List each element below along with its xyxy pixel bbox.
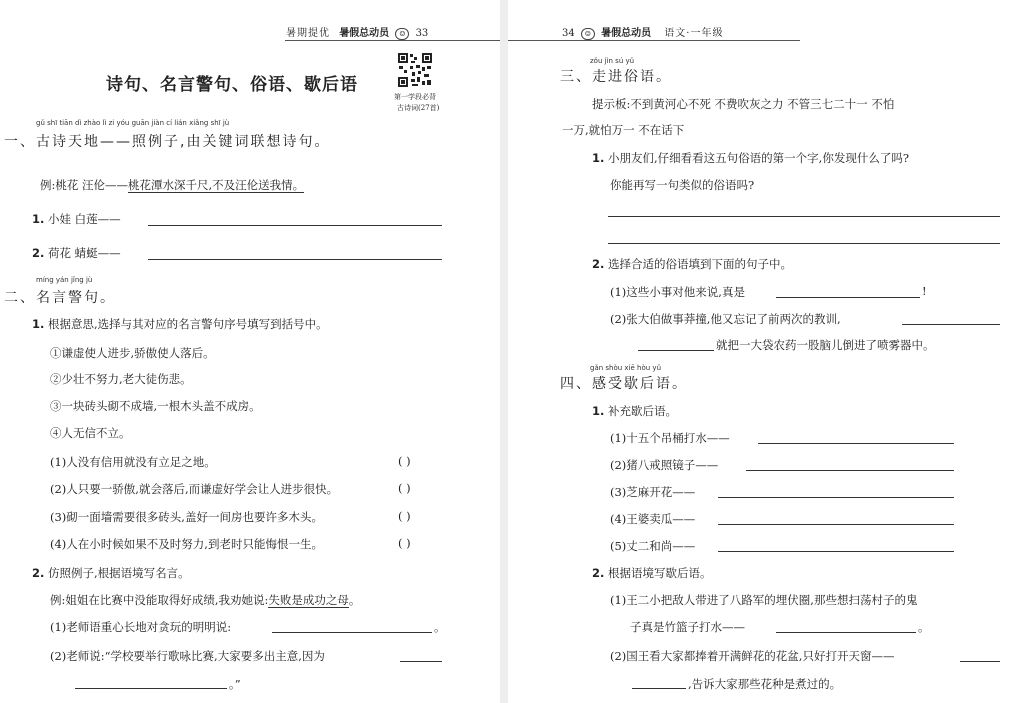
q2-sub2: (2)老师说:“学校要举行歌咏比赛,大家要多出主意,因为 (50, 649, 325, 663)
answer-bracket[interactable]: ( ) (398, 509, 411, 523)
section1-pinyin: gǔ shī tiān dì zhào lì zi yóu guān jiàn cí lián xiǎng shī jù (36, 119, 230, 127)
right-header (562, 24, 723, 40)
hint-line-2: 一万,就怕万一 不在话下 (562, 123, 685, 137)
question-text: 小朋友们,仔细看看这五句俗语的第一个字,你发现什么了吗? (608, 151, 910, 165)
section2-heading: 二、名言警句。 (4, 290, 116, 306)
item-text: 小娃 白莲—— (48, 212, 121, 226)
item-number: 1. (32, 212, 45, 226)
question-number: 2. (592, 566, 605, 580)
answer-line[interactable] (632, 688, 686, 689)
question-number: 1. (32, 317, 45, 331)
section4-heading: 四、感受歇后语。 (560, 376, 688, 392)
s3-q1-line2: 你能再写一句类似的俗语吗? (610, 178, 755, 192)
statement-1: (1)人没有信用就没有立足之地。 (50, 455, 216, 469)
s3-q2-sub2: (2)张大伯做事莽撞,他又忘记了前两次的教训, (610, 312, 841, 326)
answer-line[interactable] (75, 688, 227, 689)
section4-pinyin: gǎn shòu xiē hòu yǔ (590, 364, 662, 372)
page-title: 诗句、名言警句、俗语、歇后语 (106, 75, 358, 95)
question-text: 仿照例子,根据语境写名言。 (48, 566, 190, 580)
xiehouyu-item-5: (5)丈二和尚—— (610, 539, 696, 553)
s4-q2-sub2-line1: (2)国王看大家都捧着开满鲜花的花盆,只好打开天窗—— (610, 649, 895, 663)
answer-line[interactable] (272, 632, 432, 633)
page-gutter (500, 0, 508, 703)
answer-line[interactable] (608, 216, 1000, 217)
s3-q2-sub2-cont: 就把一大袋农药一股脑儿倒进了喷雾器中。 (716, 338, 935, 352)
section1-example (40, 177, 304, 193)
s4-q2-sub1-end: 。 (918, 620, 930, 634)
statement-4: (4)人在小时候如果不及时努力,到老时只能悔恨一生。 (50, 537, 323, 551)
answer-bracket[interactable]: ( ) (398, 536, 411, 550)
left-header (286, 24, 428, 40)
s4-q2 (592, 565, 712, 581)
s3-q2 (592, 256, 792, 272)
q2-sub2-end: 。” (229, 677, 241, 691)
section1-item-1 (32, 211, 121, 227)
q2-instruction (32, 565, 190, 581)
question-number: 1. (592, 151, 605, 165)
s4-q2-sub1-line1: (1)王二小把敌人带进了八路军的埋伏圈,那些想扫荡村子的鬼 (610, 593, 918, 607)
q2-sub1: (1)老师语重心长地对贪玩的明明说: (50, 620, 232, 634)
xiehouyu-item-3: (3)芝麻开花—— (610, 485, 696, 499)
answer-line[interactable] (148, 259, 442, 260)
question-text: 根据意思,选择与其对应的名言警句序号填写到括号中。 (48, 317, 328, 331)
section3-heading: 三、走进俗语。 (560, 69, 672, 85)
example-answer: 桃花潭水深千尺,不及汪伦送我情。 (128, 178, 305, 192)
hint-line-1: 提示板:不到黄河心不死 不费吹灰之力 不管三七二十一 不怕 (592, 97, 895, 111)
qr-code-icon[interactable] (397, 52, 433, 88)
statement-3: (3)砌一面墙需要很多砖头,盖好一间房也要许多木头。 (50, 510, 323, 524)
answer-line[interactable] (902, 324, 1000, 325)
question-text: 根据语境写歇后语。 (608, 566, 712, 580)
header-rule (285, 40, 500, 41)
answer-bracket[interactable]: ( ) (398, 454, 411, 468)
mascot-icon: ☺ (395, 28, 409, 40)
section1-heading: 一、古诗天地——照例子,由关键词联想诗句。 (4, 134, 331, 150)
question-number: 2. (592, 257, 605, 271)
q2-sub1-end: 。 (434, 620, 446, 634)
q1-instruction (32, 316, 328, 332)
option-2: ②少壮不努力,老大徒伤悲。 (50, 372, 192, 386)
statement-2: (2)人只要一骄傲,就会落后,而谦虚好学会让人进步很快。 (50, 482, 339, 496)
option-4: ④人无信不立。 (50, 426, 131, 440)
example-prefix: 例:姐姐在比赛中没能取得好成绩,我劝她说: (50, 593, 269, 607)
example-answer: 失败是成功之母 (268, 593, 349, 607)
xiehouyu-item-2: (2)猪八戒照镜子—— (610, 458, 719, 472)
answer-bracket[interactable]: ( ) (398, 481, 411, 495)
answer-line[interactable] (718, 497, 954, 498)
question-number: 1. (592, 404, 605, 418)
section3-pinyin: zǒu jìn sú yǔ (590, 57, 635, 65)
right-page (508, 0, 1024, 703)
left-page (0, 0, 500, 703)
item-text: 荷花 蜻蜓—— (48, 246, 121, 260)
answer-line[interactable] (400, 661, 442, 662)
qr-caption-1: 第一学段必背 (394, 93, 436, 101)
answer-line[interactable] (718, 551, 954, 552)
s4-q1 (592, 403, 677, 419)
header-book: 暑假总动员 (601, 28, 652, 39)
s4-q2-sub2-end: ,告诉大家那些花种是煮过的。 (688, 677, 842, 691)
answer-line[interactable] (746, 470, 954, 471)
question-text: 补充歇后语。 (608, 404, 678, 418)
question-number: 2. (32, 566, 45, 580)
answer-line[interactable] (776, 297, 920, 298)
answer-line[interactable] (758, 443, 954, 444)
xiehouyu-item-1: (1)十五个吊桶打水—— (610, 431, 730, 445)
header-rule (508, 40, 800, 41)
section1-item-2 (32, 245, 121, 261)
section2-pinyin: míng yán jǐng jù (36, 276, 93, 284)
s3-q1-line1 (592, 150, 909, 166)
header-series: 暑期提优 (286, 28, 330, 39)
qr-caption-2: 古诗词(27首) (397, 104, 440, 112)
s4-q2-sub1-line2: 子真是竹篮子打水—— (630, 620, 745, 634)
answer-line[interactable] (960, 661, 1000, 662)
s3-q2-sub1: (1)这些小事对他来说,真是 (610, 285, 745, 299)
q2-example (50, 592, 360, 608)
answer-line[interactable] (148, 225, 442, 226)
answer-line[interactable] (608, 243, 1000, 244)
example-prefix: 例:桃花 汪伦—— (40, 178, 129, 192)
example-end: 。 (348, 593, 361, 607)
xiehouyu-item-4: (4)王婆卖瓜—— (610, 512, 696, 526)
mascot-icon: ☺ (581, 28, 595, 40)
option-1: ①谦虚使人进步,骄傲使人落后。 (50, 346, 215, 360)
item-number: 2. (32, 246, 45, 260)
header-subject: 语文·一年级 (664, 28, 724, 39)
header-book: 暑假总动员 (339, 28, 390, 39)
question-text: 选择合适的俗语填到下面的句子中。 (608, 257, 793, 271)
s3-q2-sub1-end: ! (922, 284, 927, 298)
answer-line[interactable] (638, 350, 714, 351)
page-number: 33 (415, 28, 429, 39)
answer-line[interactable] (776, 632, 916, 633)
answer-line[interactable] (718, 524, 954, 525)
option-3: ③一块砖头砌不成墙,一根木头盖不成房。 (50, 399, 261, 413)
page-number: 34 (562, 28, 575, 39)
